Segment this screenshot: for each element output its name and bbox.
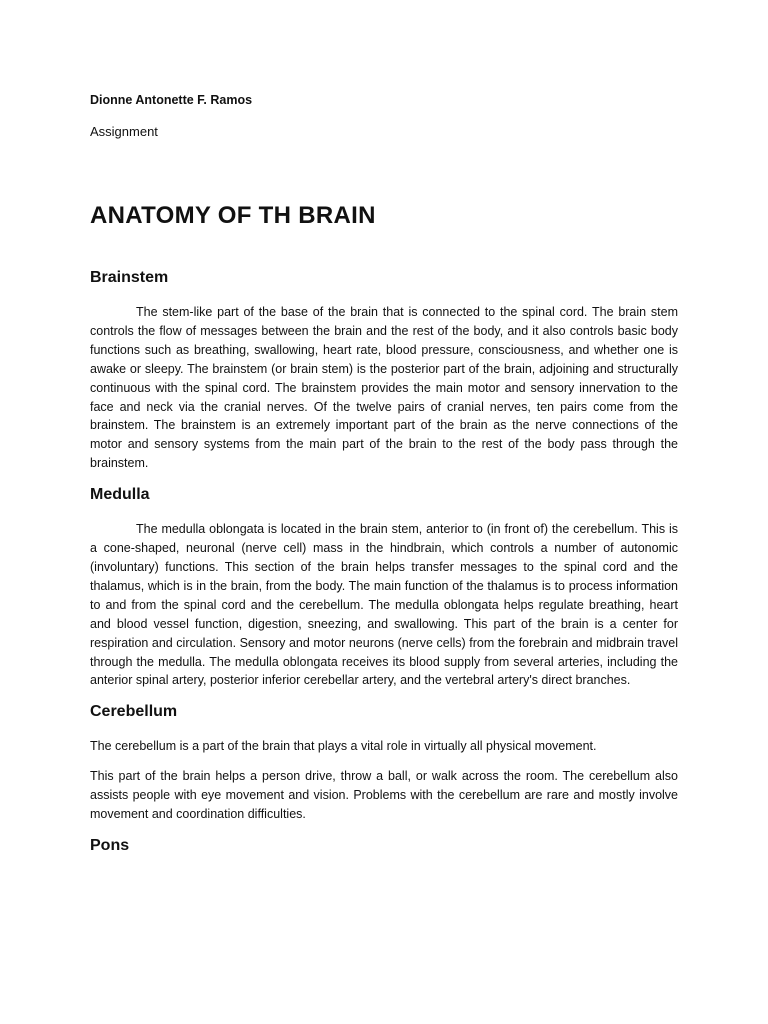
paragraph: The stem-like part of the base of the brain that is connected to the spinal cord. The brain stem controls the flow of messages between the brain and the rest of the body, and it also controls basic body functions such as breathing, swallowing, heart rate, blood pressure, consciousness, and whether one is awake or sleepy. The brainstem (or brain stem) is the posterior part of the brain, adjoining and structurally continuous with the spinal cord. The brainstem provides the main motor and sensory innervation to the face and neck via the cranial nerves. Of the twelve pairs of cranial nerves, ten pairs come from the brainstem. The brainstem is an extremely important part of the brain as the nerve connections of the motor and sensory systems from the main part of the brain to the rest of the body pass through the brainstem. bbox=[90, 305, 678, 471]
paragraph: The cerebellum is a part of the brain that plays a vital role in virtually all physical movement. bbox=[90, 739, 597, 754]
section-heading: Brainstem bbox=[90, 269, 169, 286]
section-brainstem bbox=[90, 267, 678, 473]
section-cerebellum bbox=[90, 701, 678, 824]
paragraph: The medulla oblongata is located in the brain stem, anterior to (in front of) the cerebellum. This is a cone-shaped, neuronal (nerve cell) mass in the hindbrain, which controls a number of autonomic (involuntary) functions. This section of the brain helps transfer messages to the spinal cord and the thalamus, which is in the brain, from the body. The main function of the thalamus is to process information to and from the spinal cord and the cerebellum. The medulla oblongata helps regulate breathing, heart and blood vessel function, digestion, sneezing, and swallowing. This part of the brain is a center for respiration and circulation. Sensory and motor neurons (nerve cells) from the forebrain and midbrain travel through the medulla. The medulla oblongata receives its blood supply from several arteries, including the anterior spinal artery, posterior inferior cerebellar artery, and the vertebral artery's direct branches. bbox=[90, 522, 678, 688]
section-heading: Pons bbox=[90, 836, 130, 854]
document-subtitle: Assignment bbox=[90, 124, 158, 139]
section-heading: Medulla bbox=[90, 486, 150, 504]
document-title: ANATOMY OF TH BRAIN bbox=[90, 202, 376, 229]
document-body bbox=[90, 267, 678, 871]
author-name: Dionne Antonette F. Ramos bbox=[90, 93, 253, 107]
section-pons bbox=[90, 835, 678, 857]
section-medulla bbox=[90, 484, 678, 690]
paragraph: This part of the brain helps a person drive, throw a ball, or walk across the room. The cerebellum also assists people with eye movement and vision. Problems with the cerebellum are rare and mostly involve movement and coordination difficulties. bbox=[90, 769, 678, 822]
section-heading: Cerebellum bbox=[90, 703, 178, 721]
